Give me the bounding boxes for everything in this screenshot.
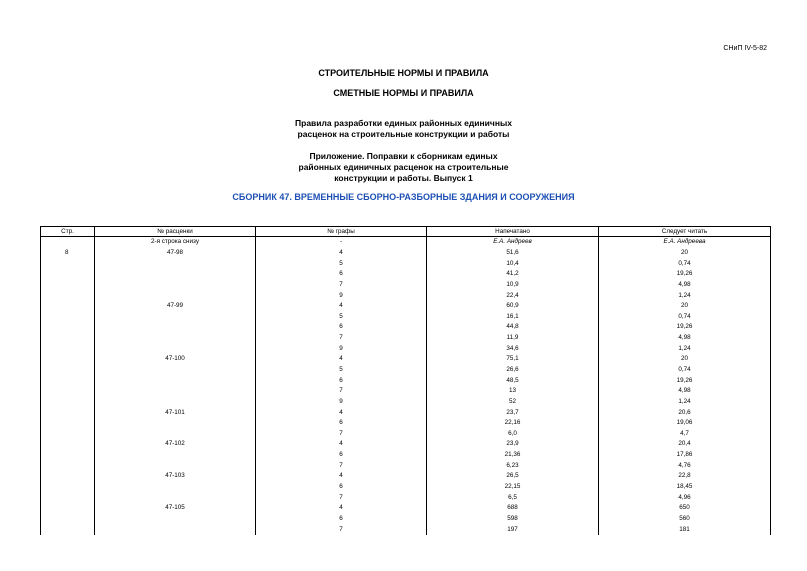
cell-should-read: 650 <box>599 503 771 514</box>
cell-column-number: 6 <box>256 450 427 461</box>
cell-printed: 10,4 <box>427 258 599 269</box>
cell-should-read: 0,74 <box>599 258 771 269</box>
cell-page <box>41 258 95 269</box>
cell-rate-number <box>95 333 256 344</box>
cell-rate-number <box>95 482 256 493</box>
cell-page <box>41 311 95 322</box>
appendix-line: Приложение. Поправки к сборникам единых <box>309 151 498 161</box>
cell-printed: 52 <box>427 397 599 408</box>
table-row <box>41 301 771 312</box>
cell-printed: 6,23 <box>427 460 599 471</box>
table-row <box>41 269 771 280</box>
table-header-row <box>41 227 771 237</box>
cell-printed: 26,6 <box>427 365 599 376</box>
cell-should-read: 19,26 <box>599 322 771 333</box>
cell-rate-number: 47-101 <box>95 407 256 418</box>
cell-page <box>41 386 95 397</box>
cell-page <box>41 460 95 471</box>
cell-page <box>41 471 95 482</box>
cell-should-read: 4,96 <box>599 492 771 503</box>
cell-should-read: 20,4 <box>599 439 771 450</box>
cell-column-number: 7 <box>256 492 427 503</box>
cell-column-number: 4 <box>256 407 427 418</box>
cell-should-read: 20,6 <box>599 407 771 418</box>
column-header-page: Стр. <box>41 227 95 237</box>
cell-rate-number <box>95 386 256 397</box>
cell-should-read: 19,26 <box>599 269 771 280</box>
cell-rate-number: 2-я строка снизу <box>95 237 256 248</box>
cell-rate-number <box>95 280 256 291</box>
cell-should-read: 4,98 <box>599 386 771 397</box>
cell-page <box>41 269 95 280</box>
cell-rate-number <box>95 524 256 535</box>
cell-printed: 21,36 <box>427 450 599 461</box>
appendix-line: конструкции и работы. Выпуск 1 <box>334 173 473 183</box>
subtitle-line: Правила разработки единых районных единичных <box>295 118 512 128</box>
table-row <box>41 450 771 461</box>
cell-printed: 6,0 <box>427 429 599 440</box>
table-row <box>41 460 771 471</box>
table-row <box>41 386 771 397</box>
cell-printed: 13 <box>427 386 599 397</box>
cell-column-number: 6 <box>256 482 427 493</box>
cell-printed: 23,7 <box>427 407 599 418</box>
cell-page: 8 <box>41 248 95 259</box>
cell-printed: 75,1 <box>427 354 599 365</box>
cell-rate-number <box>95 269 256 280</box>
cell-should-read: 4,98 <box>599 280 771 291</box>
cell-should-read: 4,76 <box>599 460 771 471</box>
cell-page <box>41 429 95 440</box>
corrections-table <box>40 226 771 535</box>
table-row <box>41 397 771 408</box>
cell-should-read: 181 <box>599 524 771 535</box>
cell-should-read: 1,24 <box>599 343 771 354</box>
table-row <box>41 258 771 269</box>
cell-page <box>41 365 95 376</box>
cell-page <box>41 397 95 408</box>
cell-page <box>41 439 95 450</box>
cell-column-number: 6 <box>256 269 427 280</box>
cell-should-read: 20 <box>599 248 771 259</box>
cell-printed: 598 <box>427 514 599 525</box>
cell-column-number: 5 <box>256 311 427 322</box>
cell-rate-number <box>95 450 256 461</box>
cell-column-number: 6 <box>256 375 427 386</box>
table-row <box>41 503 771 514</box>
cell-should-read: 22,8 <box>599 471 771 482</box>
cell-column-number: 4 <box>256 439 427 450</box>
cell-page <box>41 343 95 354</box>
cell-page <box>41 418 95 429</box>
cell-should-read: 19,06 <box>599 418 771 429</box>
cell-should-read: 17,86 <box>599 450 771 461</box>
table-row <box>41 237 771 248</box>
table-row <box>41 407 771 418</box>
column-header-should-read: Следует читать <box>599 227 771 237</box>
cell-rate-number <box>95 343 256 354</box>
cell-should-read: 4,98 <box>599 333 771 344</box>
cell-rate-number <box>95 460 256 471</box>
cell-rate-number: 47-103 <box>95 471 256 482</box>
cell-page <box>41 301 95 312</box>
cell-rate-number <box>95 365 256 376</box>
cell-rate-number: 47-99 <box>95 301 256 312</box>
cell-column-number: 7 <box>256 280 427 291</box>
table-row <box>41 471 771 482</box>
cell-column-number: 7 <box>256 333 427 344</box>
cell-page <box>41 514 95 525</box>
table-row <box>41 439 771 450</box>
cell-should-read: 20 <box>599 354 771 365</box>
cell-printed: 22,4 <box>427 290 599 301</box>
column-header-column-number: № графы <box>256 227 427 237</box>
table-row <box>41 524 771 535</box>
cell-column-number: 7 <box>256 524 427 535</box>
cell-should-read: 19,26 <box>599 375 771 386</box>
cell-should-read: Е.А. Андреева <box>599 237 771 248</box>
cell-printed: 22,16 <box>427 418 599 429</box>
cell-rate-number: 47-102 <box>95 439 256 450</box>
cell-printed: 16,1 <box>427 311 599 322</box>
cell-column-number: 4 <box>256 471 427 482</box>
subtitle-line: расценок на строительные конструкции и работы <box>297 129 510 139</box>
appendix-line: районных единичных расценок на строительные <box>298 162 509 172</box>
cell-should-read: 4,7 <box>599 429 771 440</box>
cell-should-read: 0,74 <box>599 365 771 376</box>
table-row <box>41 248 771 259</box>
table-row <box>41 322 771 333</box>
cell-page <box>41 407 95 418</box>
table-row <box>41 429 771 440</box>
cell-printed: 688 <box>427 503 599 514</box>
cell-should-read: 1,24 <box>599 290 771 301</box>
table-row <box>41 311 771 322</box>
cell-printed: 6,5 <box>427 492 599 503</box>
cell-rate-number <box>95 311 256 322</box>
table-row <box>41 514 771 525</box>
cell-column-number: 6 <box>256 322 427 333</box>
cell-printed: 10,9 <box>427 280 599 291</box>
cell-column-number: 5 <box>256 365 427 376</box>
collection-title: СБОРНИК 47. ВРЕМЕННЫЕ СБОРНО-РАЗБОРНЫЕ ЗДАНИЯ И СООРУЖЕНИЯ <box>232 192 575 202</box>
table-row <box>41 290 771 301</box>
cell-printed: 197 <box>427 524 599 535</box>
cell-printed: 44,8 <box>427 322 599 333</box>
cell-column-number: 9 <box>256 290 427 301</box>
cell-rate-number <box>95 514 256 525</box>
cell-rate-number <box>95 492 256 503</box>
cell-column-number: 7 <box>256 429 427 440</box>
cell-rate-number <box>95 290 256 301</box>
table-row <box>41 375 771 386</box>
main-title: СТРОИТЕЛЬНЫЕ НОРМЫ И ПРАВИЛА <box>318 68 489 78</box>
cell-page <box>41 290 95 301</box>
cell-rate-number <box>95 429 256 440</box>
secondary-title: СМЕТНЫЕ НОРМЫ И ПРАВИЛА <box>333 88 474 98</box>
cell-column-number: 6 <box>256 418 427 429</box>
cell-column-number: 7 <box>256 460 427 471</box>
cell-column-number: 4 <box>256 354 427 365</box>
cell-column-number: 4 <box>256 301 427 312</box>
cell-column-number: 4 <box>256 248 427 259</box>
cell-printed: 41,2 <box>427 269 599 280</box>
cell-should-read: 20 <box>599 301 771 312</box>
cell-page <box>41 482 95 493</box>
cell-printed: 26,5 <box>427 471 599 482</box>
cell-printed: 34,6 <box>427 343 599 354</box>
cell-column-number: 9 <box>256 397 427 408</box>
cell-printed: 48,5 <box>427 375 599 386</box>
cell-page <box>41 354 95 365</box>
cell-page <box>41 492 95 503</box>
cell-rate-number: 47-98 <box>95 248 256 259</box>
cell-page <box>41 450 95 461</box>
cell-should-read: 560 <box>599 514 771 525</box>
column-header-printed: Напечатано <box>427 227 599 237</box>
document-code: СНиП IV-5-82 <box>723 45 767 52</box>
appendix-title <box>0 151 807 184</box>
cell-should-read: 18,45 <box>599 482 771 493</box>
cell-printed: Е.А. Андреев <box>427 237 599 248</box>
cell-should-read: 1,24 <box>599 397 771 408</box>
cell-column-number: 6 <box>256 514 427 525</box>
table-body <box>41 237 771 535</box>
cell-rate-number: 47-100 <box>95 354 256 365</box>
cell-should-read: 0,74 <box>599 311 771 322</box>
cell-page <box>41 237 95 248</box>
table-row <box>41 354 771 365</box>
cell-column-number: 9 <box>256 343 427 354</box>
cell-printed: 22,15 <box>427 482 599 493</box>
cell-page <box>41 375 95 386</box>
cell-column-number: 4 <box>256 503 427 514</box>
cell-printed: 23,9 <box>427 439 599 450</box>
cell-rate-number <box>95 375 256 386</box>
table-row <box>41 280 771 291</box>
table-row <box>41 482 771 493</box>
cell-printed: 51,6 <box>427 248 599 259</box>
cell-printed: 11,9 <box>427 333 599 344</box>
subtitle <box>0 118 807 140</box>
cell-column-number: 7 <box>256 386 427 397</box>
cell-printed: 60,9 <box>427 301 599 312</box>
table-row <box>41 365 771 376</box>
cell-rate-number <box>95 397 256 408</box>
cell-rate-number: 47-105 <box>95 503 256 514</box>
column-header-rate-number: № расценки <box>95 227 256 237</box>
cell-rate-number <box>95 418 256 429</box>
cell-page <box>41 524 95 535</box>
cell-page <box>41 280 95 291</box>
cell-page <box>41 333 95 344</box>
table-row <box>41 343 771 354</box>
table-row <box>41 418 771 429</box>
cell-column-number: - <box>256 237 427 248</box>
table-row <box>41 333 771 344</box>
table-row <box>41 492 771 503</box>
cell-rate-number <box>95 322 256 333</box>
cell-column-number: 5 <box>256 258 427 269</box>
cell-page <box>41 503 95 514</box>
cell-rate-number <box>95 258 256 269</box>
cell-page <box>41 322 95 333</box>
